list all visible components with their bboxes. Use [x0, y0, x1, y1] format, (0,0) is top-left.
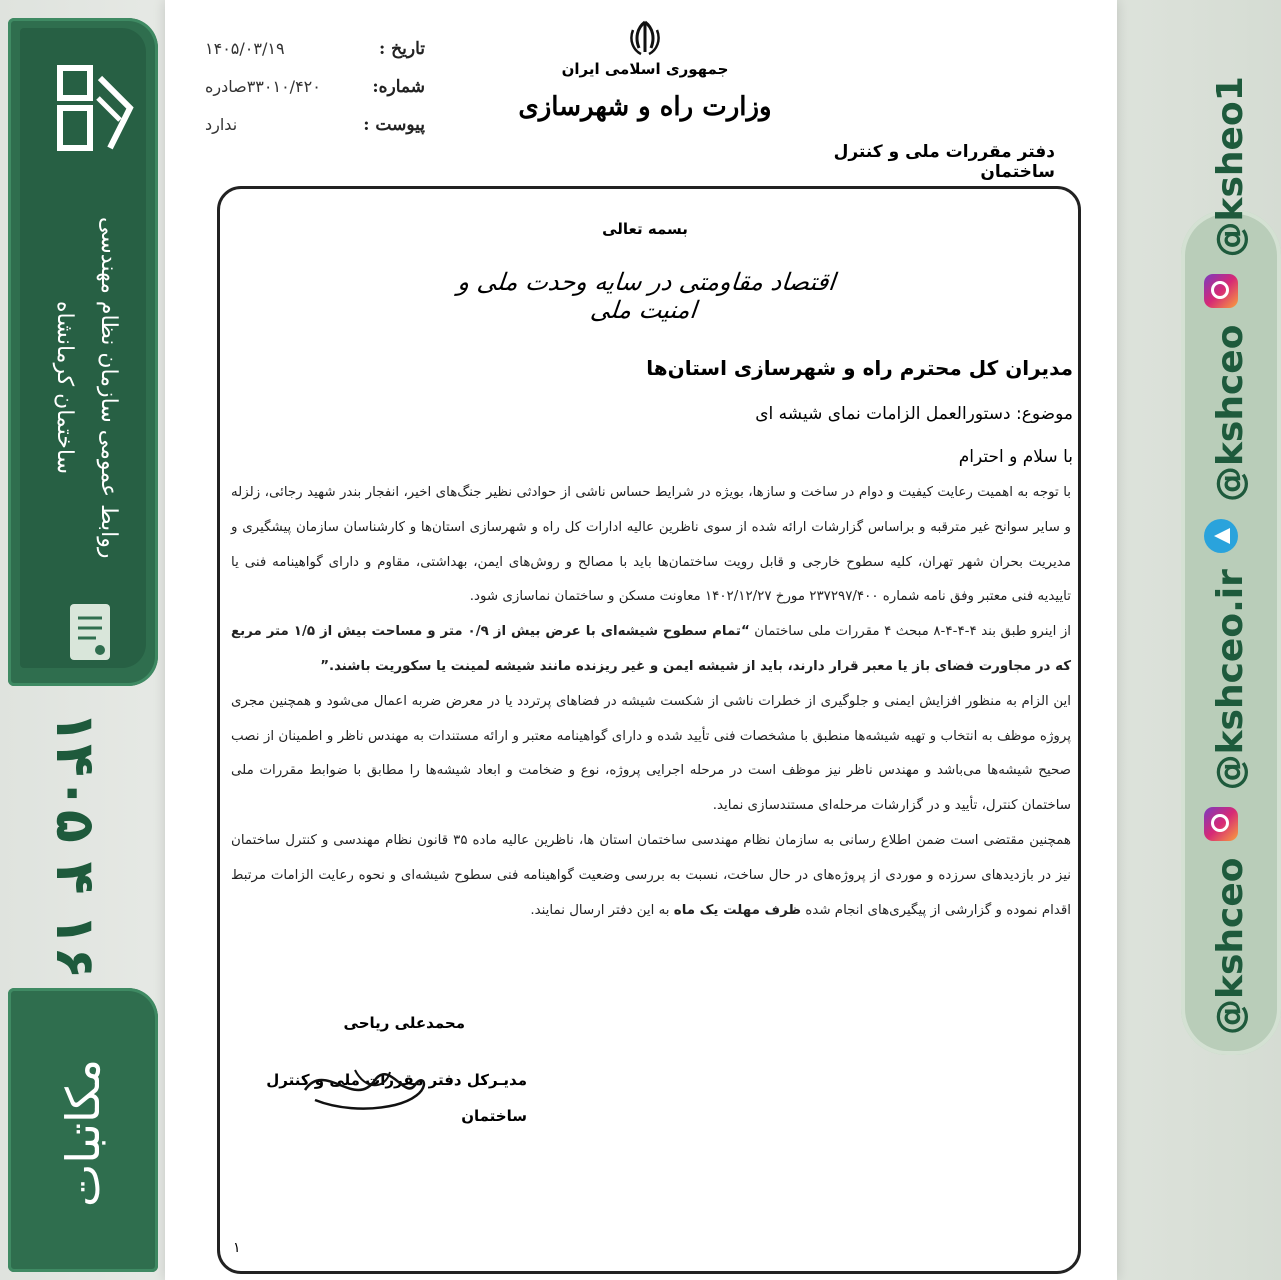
paragraph-bold: ظرف مهلت یک ماه [673, 902, 802, 918]
left-banner [0, 0, 165, 1280]
paragraph [231, 824, 1071, 928]
letter-meta [205, 30, 425, 144]
attachment-label: پیوست : [363, 115, 425, 135]
ministry-title: وزارت راه و شهرسازی [518, 92, 772, 122]
attachment-row [205, 106, 425, 144]
handwritten-signature [295, 1050, 445, 1120]
paragraph-text: به این دفتر ارسال نمایند. [530, 902, 674, 918]
motto: اقتصاد مقاومتی در سایه وحدت ملی و امنیت ملی [456, 268, 837, 324]
page-number: ۱ [233, 1240, 241, 1256]
left-banner-inner [20, 28, 146, 668]
date-value: ۱۴۰۵/۰۳/۱۹ [205, 39, 285, 58]
republic-title: جمهوری اسلامی ایران [561, 60, 729, 78]
social-handle[interactable]: @kshceo [1210, 857, 1251, 1035]
social-handle[interactable]: @kshceo [1210, 324, 1251, 503]
subject: موضوع: دستورالعمل الزامات نمای شیشه ای [755, 404, 1073, 424]
date-row [205, 30, 425, 68]
number-value: ۳۳۰۱۰/۴۲۰صادره [205, 77, 321, 96]
instagram-icon[interactable] [1204, 807, 1238, 841]
paragraph: این الزام به منظور افزایش ایمنی و جلوگیری از خطرات ناشی از شکست شیشه در فضاهای پرتردد یا در معرض ضربه اعمال می‌شود و همچنین مجری پروژه موظف به انتخاب و تهیه شیشه‌ها منطبق با مشخصات فنی تأیید شده و دارای گواهینامه معتبر و ارائه مستندات به مهندس ناظر و اطمینان از نصب صحیح شیشه‌ها می‌باشد و مهندس ناظر نیز موظف است در مرحله اجرایی پروژه، نوع و ضخامت و ابعاد شیشه‌ها را مطابق با ضوابط مقررات ملی ساختمان کنترل، تأیید و در گزارشات مرحله‌ای مستندسازی نماید. [231, 693, 1071, 814]
addressee: مدیران کل محترم راه و شهرسازی استان‌ها [646, 356, 1073, 380]
office-title: دفتر مقررات ملی و کنترل ساختمان [833, 142, 1055, 182]
instagram-icon[interactable] [1204, 274, 1238, 308]
social-handle[interactable]: @ksheo1 [1210, 76, 1251, 258]
attachment-value: ندارد [205, 115, 238, 134]
date-label: تاریخ : [378, 39, 425, 59]
letter-body [231, 476, 1071, 928]
number-label: شماره: [372, 77, 425, 97]
social-handles [1199, 76, 1263, 1035]
social-panel [1181, 76, 1281, 1055]
number-row [205, 68, 425, 106]
left-banner-top [8, 18, 158, 686]
signer-title: مدیـرکل دفتر مقررات ملی و کنترل ساختمان [266, 1071, 527, 1125]
paragraph-bold: “تمام سطوح شیشه‌ای با عرض بیش از ۰/۹ متر و مساحت بیش از ۱/۵ متر مربع که در مجاورت فضای باز یا معبر قرار دارند، باید از شیشه ایمن و غیر ریزنده مانند شیشه لمینت یا سکوریت باشند.” [231, 624, 1071, 674]
scroll-document-icon [60, 598, 120, 668]
section-label: مکاتبات [56, 1058, 110, 1208]
paragraph [231, 615, 1071, 685]
social-handle[interactable]: @kshceo.ir [1210, 569, 1251, 791]
paragraph: با توجه به اهمیت رعایت کیفیت و دوام در ساخت و سازها، بویژه در شرایط حساس ناشی از حوادثی نظیر جنگ‌های اخیر، انفجار بندر شهید رجائی، زلزله و سایر سوانح غیر مترقبه و براساس گزارشات ارائه شده از سوی ناظرین عالیه ادارات کل راه و شهرسازی استان‌ها و کارشناسان سازمان پیشگیری و مدیریت بحران شهر تهران، کلیه سطوح خارجی و قابل رویت ساختمان‌ها باید با مصالح و روش‌های ایمن، بهداشتی، مقاوم و دارای گواهینامه فنی یا تاییدیه فنی معتبر وفق نامه شماره ۲۳۷۲۹۷/۴۰۰ مورخ ۱۴۰۲/۱۲/۲۷ معاونت مسکن و ساختمان نماسازی شود. [231, 485, 1071, 605]
signer-name: محمدعلی ریاحی [343, 1014, 465, 1032]
letter-page [165, 0, 1117, 1280]
left-banner-bottom [8, 988, 158, 1272]
iran-emblem-icon [627, 18, 663, 58]
side-title: روابط عمومی سازمان نظام مهندسی ساختمان کرمانشاه [52, 217, 121, 559]
date-vertical: ۱۴۰۵ ۴ ۱۶ [44, 710, 107, 980]
organization-logo-icon [50, 58, 140, 158]
paragraph-text: از اینرو طبق بند ۴-۴-۴-۸ مبحث ۴ مقررات ملی ساختمان [749, 624, 1072, 640]
telegram-icon[interactable] [1204, 519, 1238, 553]
greeting: با سلام و احترام [958, 447, 1073, 467]
paragraph-text: همچنین مقتضی است ضمن اطلاع رسانی به سازمان نظام مهندسی ساختمان استان ها، ناظرین عالیه ماده ۳۵ قانون نظام مهندسی و کنترل ساختمان نیز در بازدیدهای سرزده و موردی از پروژه‌های در حال ساخت، نسبت به بررسی وضعیت گواهینامه فنی سطوح شیشه‌ای و نحوه رعایت الزامات مرتبط اقدام نموده و گزارشی از پیگیری‌های انجام شده [231, 832, 1071, 918]
bismillah: بسمه تعالی [602, 220, 688, 238]
